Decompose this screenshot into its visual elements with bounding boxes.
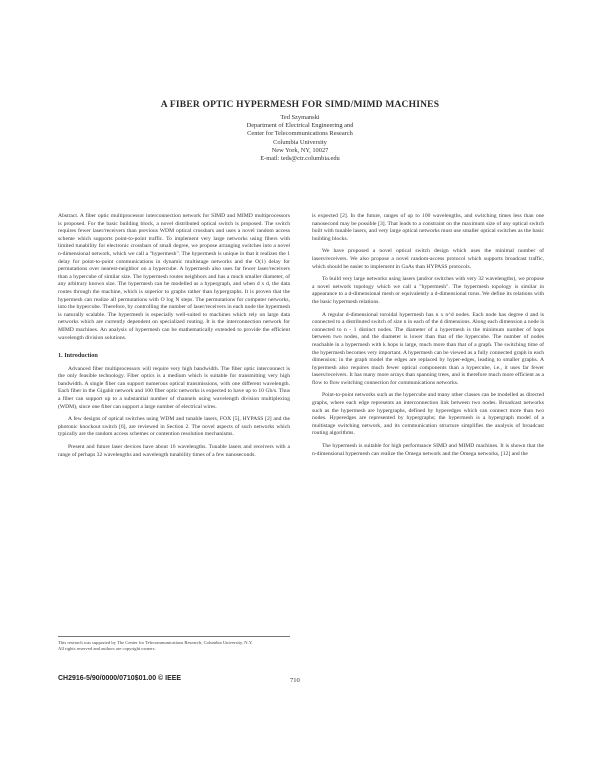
body-paragraph: Advanced fiber multiprocessors will require very high bandwidth. The fiber optic interconnect is the only feasible technology. Fiber optics is a medium which is suitable for transmitting very high bandwidth. A single fiber can support numerous optical transmissions, with one different wavelength. Each fiber in the Gigabit network and 100 fiber optic networks is expected to have up to 10 Gb/s. Thus a fiber can support up to a substantial number of channels using wavelength division multiplexing (WDM), since one fiber can support a large number of electrical wires. [58, 365, 290, 410]
author-email: E-mail: teds@ctr.columbia.edu [260, 155, 340, 163]
left-column [58, 213, 290, 464]
body-paragraph: Present and future laser devices have about 16 wavelengths. Tunable lasers and receivers with a range of perhaps 32 wavelengths and wavelength tunability times of a few nanoseconds. [58, 444, 290, 458]
paper-title: A FIBER OPTIC HYPERMESH FOR SIMD/MIMD MACHINES [160, 100, 440, 110]
page-number: 710 [290, 677, 300, 684]
author-block [180, 114, 420, 163]
affiliation-line: Columbia University [273, 138, 327, 146]
right-column [312, 213, 544, 463]
affiliation-line: Department of Electrical Engineering and [246, 122, 354, 130]
footnote [58, 636, 290, 652]
body-paragraph: A regular d-dimensional toroidal hypermesh has n x n^d nodes. Each node has degree d and is connected to a distributed switch of size n in each of the d dimensions. Along each dimension a node is connected to n - 1 distinct nodes. The diameter of a hypermesh is the minimum number of hops between two nodes, and the diameter is lower than that of the hypercube. The number of nodes reachable in a hypermesh with k hops is large, much more than that of a graph. The switching time of the hypermesh becomes very important. A hypermesh can be viewed as a fully connected graph in each dimension; in the graph model the edges are replaced by hyper-edges, leading to smaller graphs. A hypermesh also requires much fewer optical components than a hypercube, i.e., it uses far fewer lasers/receivers. It has many more arrays than spanning trees, and is therefore much more efficient as a flow to flow switching connection for communications networks. [312, 311, 544, 386]
body-paragraph: We have proposed a novel optical switch design which uses the minimal number of lasers/receivers. We also propose a novel random-access protocol which supports broadcast traffic, which should be easier to implement in GaAs than HYPASS protocols. [312, 248, 544, 270]
abstract-paragraph: Abstract. A fiber optic multiprocessor interconnection network for SIMD and MIMD multiprocessors is proposed. For the basic building block, a novel distributed optical switch is proposed. The switch requires fewer laser/receivers than previous WDM optical crossbars and uses a novel random access scheme which supports point-to-point traffic. To implement very large networks using fibers with limited tunability for electronic crossbars of small degree, we propose arranging switches into a novel n-dimensional network, which we call a "hypermesh". The hypermesh is unique in that it realizes the 1 delay for point-to-point communications in dynamic multistage networks and the O(1) delay for permutations over nearest-neighbor on a hypercube. A hypermesh also uses far fewer laser/receivers than a hypercube of similar size. The hypermesh routes neighbors and has a much smaller diameter, of any arbitrary known size. The hypermesh can be modelled as a hypergraph, and when d x d, the data routes through the machine, which is superior to graphs rather than hypergraphs. It is proven that the hypermesh can realize all permutations with O log N steps. The permutations for computer networks, into the hypercube. Therefore, by controlling the number of laser/receivers in each node the hypermesh is naturally scalable. The hypermesh is especially well-suited to machines which rely on large data networks which are currently dependent on specialized routing. It is the interconnection network for MIMD machines. An analysis of hypermesh can be mathematically extended to provide the efficient wavelength division solutions. [58, 213, 290, 341]
body-paragraph: To build very large networks using lasers (and/or switches with very 32 wavelengths), we propose a novel network topology which we call a "hypermesh". The hypermesh topology is similar in appearance to a d-dimensional mesh or equivalently a d-dimensional torus. We define its relations with the basic hypermesh relations. [312, 276, 544, 305]
author-name: Ted Szymanski [280, 114, 320, 121]
footnote-line: All rights reserved and authors are copyright owners. [58, 646, 156, 651]
affiliation-line: New York, NY, 10027 [271, 146, 329, 154]
affiliation-line: Center for Telecommunications Research [247, 130, 353, 138]
section-heading-introduction: 1. Introduction [58, 352, 98, 360]
body-paragraph: The hypermesh is suitable for high performance SIMD and MIMD machines. It is shown that the n-dimensional hypermesh can realize the Omega network and the Omega networks, [12] and the [312, 443, 544, 457]
body-paragraph: is expected [2]. In the future, ranges of up to 100 wavelengths, and switching times less than one nanosecond may be possible [3]. That leads to a constraint on the maximum size of any optical switch built with tunable lasers, and very large optical networks must use smaller optical switches as the basic building blocks. [312, 213, 544, 242]
catalog-code: CH2916-5/90/0000/0710$01.00 © IEEE [58, 675, 182, 682]
body-paragraph: Point-to-point networks such as the hypercube and many other classes can be modelled as directed graphs, where each edge represents an interconnection link between two nodes. Broadcast networks such as the hypermesh are hypergraphs, defined by hyperedges which can connect more than two nodes. Hyperedges are represented by hypergraphs; the hypermesh is a hypergraph model of a multistage switching network, and its communication structure simplifies the analysis of broadcast routing algorithms. [312, 392, 544, 437]
body-paragraph: A few designs of optical switches using WDM and tunable lasers, FOX [5], HYPASS [2] and the photonic knockout switch [6], are reviewed in Section 2. The novel aspects of such networks which typically are the random access schemes or contention resolution mechanisms. [58, 416, 290, 438]
footnote-line: This research was supported by The Center for Telecommunications Research, Columbia University, N.Y. [58, 640, 253, 645]
